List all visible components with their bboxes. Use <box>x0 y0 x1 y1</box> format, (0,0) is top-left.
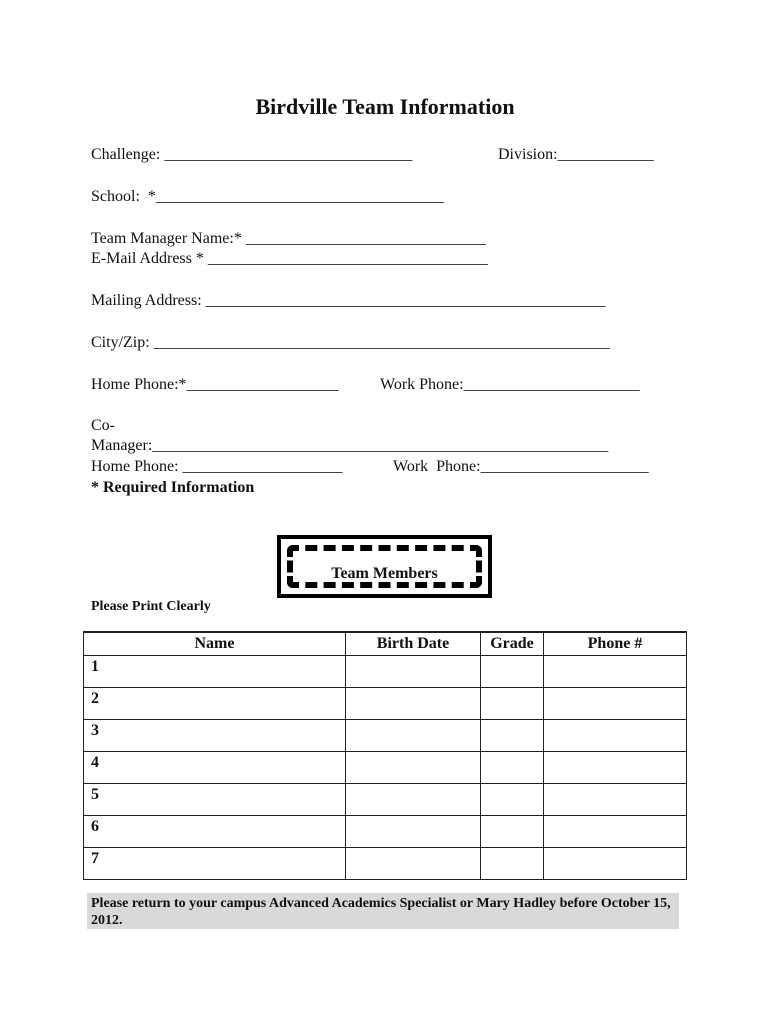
phone-cell[interactable] <box>544 784 687 816</box>
birth-date-cell[interactable] <box>346 848 481 880</box>
return-instructions: Please return to your campus Advanced Academics Specialist or Mary Hadley before October 15, 2012. <box>87 893 679 929</box>
co-work-phone-field[interactable]: Work Phone:_____________________ <box>393 458 649 475</box>
phone-cell[interactable] <box>544 848 687 880</box>
phone-cell[interactable] <box>544 720 687 752</box>
table-header-row <box>84 632 687 656</box>
co-manager-field[interactable]: Manager:_________________________________________________________ <box>91 437 609 454</box>
grade-cell[interactable] <box>481 752 544 784</box>
phone-cell[interactable] <box>544 688 687 720</box>
school-field[interactable]: School: *____________________________________ <box>91 188 444 205</box>
work-phone-field[interactable]: Work Phone:______________________ <box>380 376 640 393</box>
birth-date-cell[interactable] <box>346 816 481 848</box>
team-members-badge <box>277 535 492 598</box>
challenge-field[interactable]: Challenge: _______________________________ <box>91 146 413 163</box>
name-cell[interactable]: 5 <box>84 784 346 816</box>
grade-cell[interactable] <box>481 688 544 720</box>
birth-date-cell[interactable] <box>346 720 481 752</box>
birth-date-cell[interactable] <box>346 688 481 720</box>
division-field[interactable]: Division:____________ <box>498 146 654 163</box>
email-field[interactable]: E-Mail Address * ___________________________________ <box>91 250 488 267</box>
phone-cell[interactable] <box>544 752 687 784</box>
grade-cell[interactable] <box>481 816 544 848</box>
mailing-address-field[interactable]: Mailing Address: __________________________________________________ <box>91 292 606 309</box>
grade-cell[interactable] <box>481 848 544 880</box>
co-home-phone-field[interactable]: Home Phone: ____________________ <box>91 458 343 475</box>
team-manager-name-field[interactable]: Team Manager Name:* ______________________________ <box>91 230 486 247</box>
birth-date-cell[interactable] <box>346 752 481 784</box>
page-title: Birdville Team Information <box>255 94 515 119</box>
phone-cell[interactable] <box>544 656 687 688</box>
table-row <box>84 752 687 784</box>
grade-cell[interactable] <box>481 784 544 816</box>
table-row <box>84 688 687 720</box>
grade-cell[interactable] <box>481 720 544 752</box>
phone-cell[interactable] <box>544 816 687 848</box>
required-note: * Required Information <box>91 479 255 496</box>
birth-date-cell[interactable] <box>346 784 481 816</box>
name-cell[interactable]: 1 <box>84 656 346 688</box>
name-cell[interactable]: 3 <box>84 720 346 752</box>
table-row <box>84 656 687 688</box>
column-header-birth-date: Birth Date <box>346 632 481 656</box>
name-cell[interactable]: 7 <box>84 848 346 880</box>
column-header-phone: Phone # <box>544 632 687 656</box>
print-clearly-note: Please Print Clearly <box>91 599 211 614</box>
team-members-table <box>83 631 687 880</box>
table-row <box>84 848 687 880</box>
home-phone-field[interactable]: Home Phone:*___________________ <box>91 376 339 393</box>
table-row <box>84 784 687 816</box>
table-row <box>84 816 687 848</box>
name-cell[interactable]: 2 <box>84 688 346 720</box>
badge-label: Team Members <box>331 565 438 582</box>
city-zip-field[interactable]: City/Zip: _________________________________________________________ <box>91 334 610 351</box>
birth-date-cell[interactable] <box>346 656 481 688</box>
grade-cell[interactable] <box>481 656 544 688</box>
table-row <box>84 720 687 752</box>
co-manager-label: Co- <box>91 417 115 434</box>
column-header-name: Name <box>84 632 346 656</box>
name-cell[interactable]: 6 <box>84 816 346 848</box>
name-cell[interactable]: 4 <box>84 752 346 784</box>
column-header-grade: Grade <box>481 632 544 656</box>
